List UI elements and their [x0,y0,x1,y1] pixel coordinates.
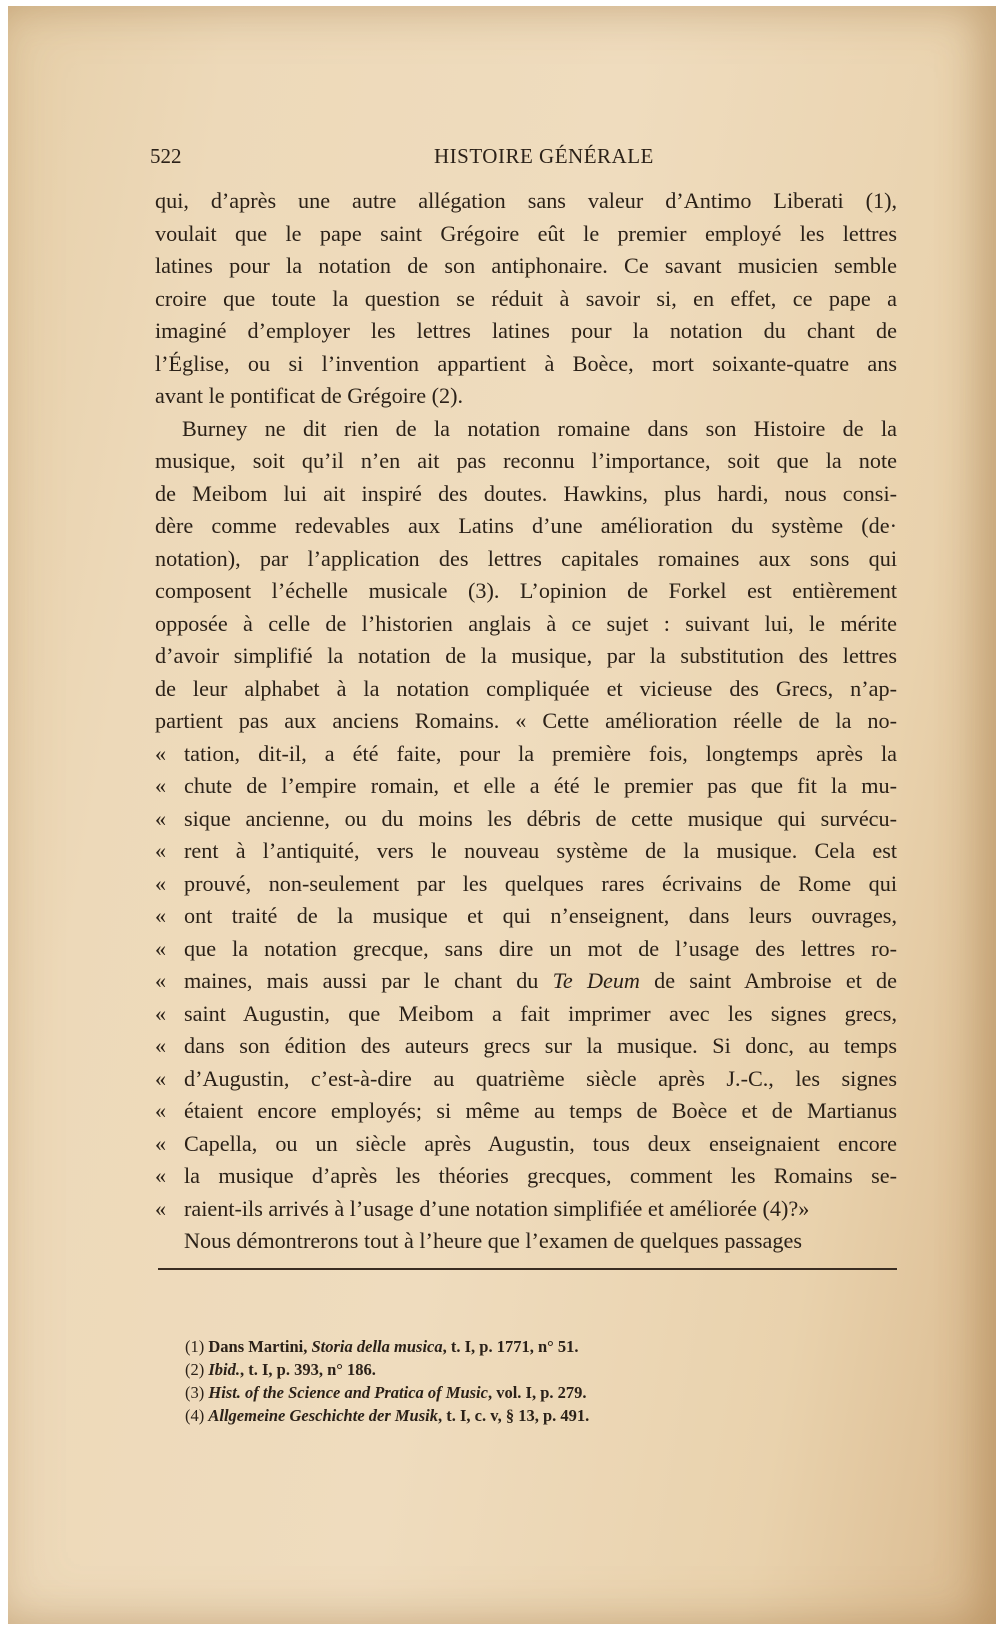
quote-line [155,998,897,1031]
footnote-4 [185,1404,589,1427]
footnote-number: (1) [185,1337,205,1356]
text-line: Burney ne dit rien de la notation romaine dans son Histoire de la [182,415,897,441]
quote-line [155,965,897,998]
quote-line-text: la musique d’après les théories grecques, comment les Romains se- [184,1163,897,1188]
text-line: l’Église, ou si l’invention appartient à Boèce, mort soixante-quatre ans [155,350,897,376]
quote-line-text: rent à l’antiquité, vers le nouveau système de la musique. Cela est [184,838,897,863]
quote-line-text [184,965,897,998]
quote-line-text: raient-ils arrivés à l’usage d’une notation simplifiée et améliorée (4)?» [184,1195,810,1221]
footnote-number: (4) [185,1406,205,1425]
guillemet: « [155,805,167,831]
text-line: de leur alphabet à la notation compliquée et vicieuse des Grecs, n’ap- [155,675,897,701]
footnote-work-title: Allgemeine Geschichte der Musik [208,1406,438,1425]
text-line: qui, d’après une autre allégation sans valeur d’Antimo Liberati (1), [155,188,897,213]
guillemet: « [155,1000,167,1026]
quote-line [155,1095,897,1128]
footnote-text: , vol. I, p. 279. [487,1383,587,1402]
guillemet: « [155,870,167,896]
paragraph-2 [155,413,897,738]
work-title-te-deum: Te Deum [552,968,640,993]
text-line: opposée à celle de l’historien anglais à ce sujet : suivant lui, le mérite [155,610,897,636]
book-page [8,6,996,1624]
paragraph-1 [155,185,897,413]
quote-line [155,933,897,966]
footnote-text: , t. I, p. 393, n° 186. [240,1360,376,1379]
quote-line-text: Capella, ou un siècle après Augustin, tous deux enseignaient encore [184,1130,897,1156]
quote-line [155,738,897,771]
text-line: de Meibom lui ait inspiré des doutes. Hawkins, plus hardi, nous consi- [155,480,897,506]
text-line: notation), par l’application des lettres capitales romaines aux sons qui [155,545,897,571]
footnote-work-title: Storia della musica [311,1337,443,1356]
guillemet: « [155,838,167,863]
quote-line-text: sique ancienne, ou du moins les débris de cette musique qui survécu- [184,805,897,831]
footnote-work-title: Ibid. [208,1360,241,1379]
quote-text-segment: de saint Ambroise et de [639,968,897,993]
quote-line-text: ont traité de la musique et qui n’enseignent, dans leurs ouvrages, [184,903,897,928]
text-line: dère comme redevables aux Latins d’une amélioration du système (de· [155,513,897,538]
quote-line [155,1063,897,1096]
guillemet: « [155,1098,167,1123]
body-text [155,185,897,1258]
text-line: composent l’échelle musicale (3). L’opinion de Forkel est entièrement [155,578,897,603]
footnote-text: , t. I, c. v, § 13, p. 491. [438,1406,590,1425]
quote-line-text: saint Augustin, que Meibom a fait imprimer avec les signes grecs, [184,1000,897,1026]
quote-line [155,770,897,803]
guillemet: « [155,1033,167,1058]
quote-line [155,1030,897,1063]
quote-line-text: que la notation grecque, sans dire un mot de l’usage des lettres ro- [184,935,897,961]
quote-line [155,868,897,901]
guillemet: « [155,1130,167,1156]
footnote-work-title: Hist. of the Science and Pratica of Music [208,1383,488,1402]
quote-text-segment: maines, mais aussi par le chant du [184,968,553,993]
text-line: musique, soit qu’il n’en ait pas reconnu l’importance, soit que la note [155,448,897,473]
footnote-3 [185,1381,589,1404]
guillemet: « [155,740,167,766]
guillemet: « [155,1065,167,1091]
footnote-2 [185,1358,589,1381]
guillemet: « [155,773,167,798]
quote-line [155,1160,897,1193]
footnote-number: (2) [185,1360,205,1379]
text-line: imaginé d’employer les lettres latines pour la notation du chant de [155,318,897,343]
guillemet: « [155,903,167,928]
quote-line-text: étaient encore employés; si même au temps de Boèce et de Martianus [184,1098,897,1123]
quote-line [155,1193,897,1226]
running-header [8,144,996,174]
quote-line-text: tation, dit-il, a été faite, pour la première fois, longtemps après la [184,740,897,766]
footnote-rule [158,1268,897,1270]
text-line: Nous démontrerons tout à l’heure que l’examen de quelques passages [184,1228,802,1253]
guillemet: « [155,1195,167,1221]
page-number: 522 [150,144,182,168]
quote-line-text: dans son édition des auteurs grecs sur la musique. Si donc, au temps [184,1033,897,1058]
text-line: croire que toute la question se réduit à savoir si, en effet, ce pape a [155,285,897,311]
footnote-text: , t. I, p. 1771, n° 51. [442,1337,579,1356]
footnote-number: (3) [185,1383,205,1402]
guillemet: « [155,968,167,993]
quote-line [155,835,897,868]
text-line: avant le pontificat de Grégoire (2). [155,383,464,408]
quote-line [155,900,897,933]
footnote-text: Dans Martini, [208,1337,312,1356]
quote-line [155,1128,897,1161]
footnotes [185,1335,589,1427]
text-line: partient pas aux anciens Romains. « Cette amélioration réelle de la no- [155,708,897,733]
quote-line [155,803,897,836]
quote-line-text: d’Augustin, c’est-à-dire au quatrième siècle après J.-C., les signes [184,1065,897,1091]
text-line: d’avoir simplifié la notation de la musique, par la substitution des lettres [155,643,897,668]
guillemet: « [155,935,167,961]
quotation [155,738,897,1258]
guillemet: « [155,1163,167,1188]
text-line: latines pour la notation de son antiphonaire. Ce savant musicien semble [155,253,897,278]
footnote-1 [185,1335,589,1358]
running-title: HISTOIRE GÉNÉRALE [434,144,654,168]
quote-line-text: prouvé, non-seulement par les quelques rares écrivains de Rome qui [184,870,897,896]
quote-line-text: chute de l’empire romain, et elle a été le premier pas que fit la mu- [184,773,897,798]
text-line: voulait que le pape saint Grégoire eût le premier employé les lettres [155,220,897,246]
